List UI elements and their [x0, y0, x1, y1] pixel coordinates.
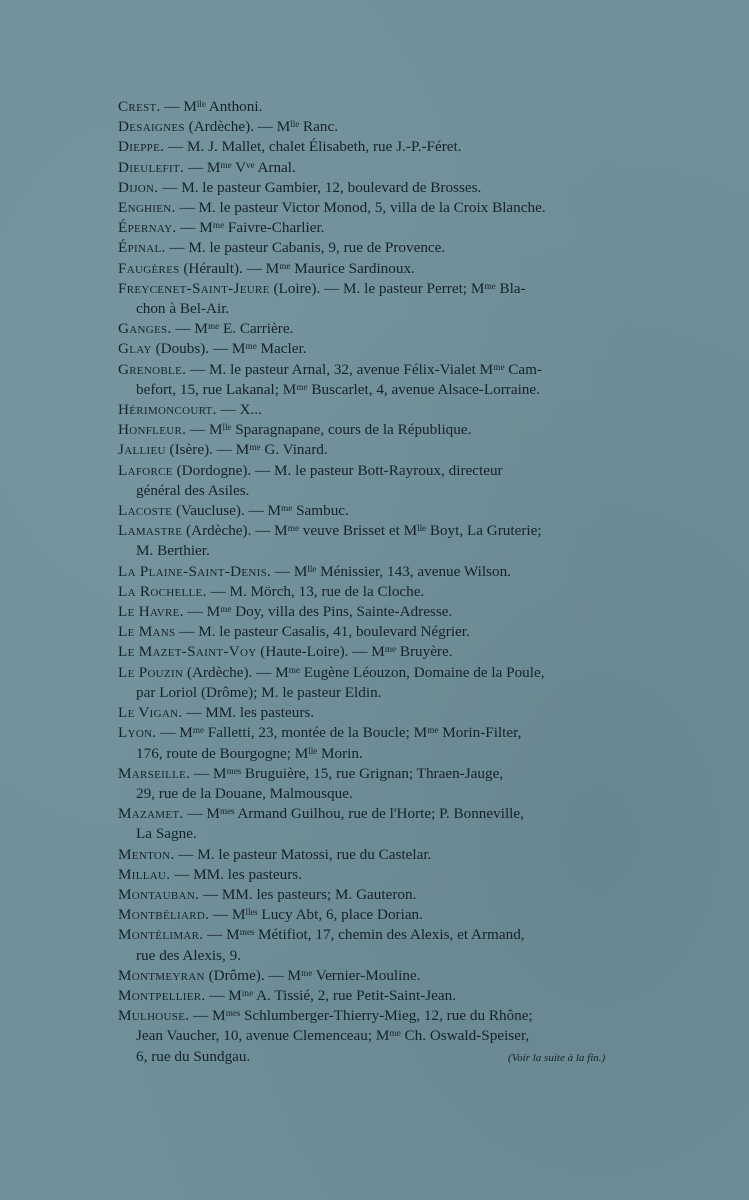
- place-name: Le Havre.: [118, 603, 184, 621]
- entry-text: (Drôme). — Mᵐᵉ Vernier-Mouline.: [208, 966, 421, 984]
- list-item: [118, 622, 680, 642]
- entry-text: — M. le pasteur Victor Monod, 5, villa de la Croix Blanche.: [179, 199, 546, 217]
- entry-text: — M. le pasteur Casalis, 41, boulevard Négrier.: [179, 623, 470, 641]
- entry-text: — Mᵐᵉˢ Schlumberger-Thierry-Mieg, 12, rue du Rhône;: [193, 1007, 533, 1025]
- place-name: Mulhouse.: [118, 1007, 190, 1025]
- entry-continuation: par Loriol (Drôme); M. le pasteur Eldin.: [136, 683, 382, 701]
- place-name: Desaignes: [118, 118, 185, 136]
- place-name: Menton.: [118, 845, 175, 863]
- list-item: [118, 723, 680, 763]
- entry-text: (Ardèche). — Mᵐᵉ veuve Brisset et Mˡˡᵉ Boyt, La Gruterie;: [186, 522, 542, 540]
- entry-continuation: befort, 15, rue Lakanal; Mᵐᵉ Buscarlet, 4, avenue Alsace-Lorraine.: [136, 380, 540, 398]
- list-item: [118, 764, 680, 804]
- entry-text: — M. le pasteur Matossi, rue du Castelar.: [178, 845, 432, 863]
- place-name: Montélimar.: [118, 926, 204, 944]
- entry-text: — Mᵐᵉ E. Carrière.: [175, 320, 294, 338]
- entry-text: — M. le pasteur Arnal, 32, avenue Félix-Vialet Mᵐᵉ Cam-: [189, 360, 543, 378]
- list-item: [118, 804, 680, 844]
- place-name: Jallieu: [118, 441, 166, 459]
- entry-continuation: 29, rue de la Douane, Malmousque.: [136, 784, 353, 802]
- entry-text: (Hérault). — Mᵐᵉ Maurice Sardinoux.: [183, 259, 415, 277]
- entry-text: — Mˡˡᵉˢ Lucy Abt, 6, place Dorian.: [212, 906, 423, 924]
- list-item: [118, 501, 680, 521]
- entry-text: — Mᵐᵉ Faivre-Charlier.: [180, 219, 325, 237]
- entry-text: — MM. les pasteurs.: [186, 704, 315, 722]
- place-name: Montpellier.: [118, 986, 206, 1004]
- place-name: Grenoble.: [118, 360, 187, 378]
- address-list: [118, 97, 680, 1067]
- place-name: Enghien.: [118, 199, 176, 217]
- list-item: [118, 925, 680, 965]
- entry-continuation: Jean Vaucher, 10, avenue Clemenceau; Mᵐᵉ Ch. Oswald-Speiser,: [136, 1027, 530, 1045]
- place-name: Freycenet-Saint-Jeure: [118, 279, 270, 297]
- entry-text: (Ardèche). — Mᵐᵉ Eugène Léouzon, Domaine de la Poule,: [186, 663, 545, 681]
- place-name: Dieulefit.: [118, 158, 185, 176]
- list-item: [118, 117, 680, 137]
- entry-continuation: chon à Bel-Air.: [136, 300, 230, 318]
- entry-text: (Ardèche). — Mˡˡᵉ Ranc.: [188, 118, 339, 136]
- list-item: [118, 279, 680, 319]
- entry-text: (Loire). — M. le pasteur Perret; Mᵐᵉ Bla-: [273, 279, 526, 297]
- entry-text: (Haute-Loire). — Mᵐᵉ Bruyère.: [260, 643, 453, 661]
- entry-text: — Mᵐᵉ Vᵛᵉ Arnal.: [187, 158, 296, 176]
- list-item: [118, 521, 680, 561]
- place-name: Lacoste: [118, 502, 173, 520]
- entry-text: — Mᵐᵉˢ Bruguière, 15, rue Grignan; Thraen-Jauge,: [194, 764, 504, 782]
- list-item: [118, 602, 680, 622]
- entry-text: — Mˡˡᵉ Ménissier, 143, avenue Wilson.: [274, 562, 511, 580]
- place-name: Mazamet.: [118, 805, 184, 823]
- entry-text: — MM. les pasteurs; M. Gauteron.: [202, 885, 417, 903]
- entry-continuation: 6, rue du Sundgau.: [136, 1047, 251, 1065]
- list-item: [118, 137, 680, 157]
- list-item: [118, 440, 680, 460]
- list-item: [118, 966, 680, 986]
- place-name: Faugères: [118, 259, 180, 277]
- entry-text: — Mᵐᵉˢ Métifiot, 17, chemin des Alexis, et Armand,: [207, 926, 525, 944]
- entry-text: — MM. les pasteurs.: [174, 865, 303, 883]
- place-name: Millau.: [118, 865, 171, 883]
- entry-continuation: rue des Alexis, 9.: [136, 946, 242, 964]
- list-item: [118, 360, 680, 400]
- entry-text: (Dordogne). — M. le pasteur Bott-Rayroux, directeur: [176, 461, 503, 479]
- entry-text: (Doubs). — Mᵐᵉ Macler.: [155, 340, 307, 358]
- list-item: [118, 259, 680, 279]
- entry-continuation: général des Asiles.: [136, 481, 250, 499]
- list-item: [118, 663, 680, 703]
- entry-text: — Mᵐᵉ Doy, villa des Pins, Sainte-Adresse.: [187, 603, 453, 621]
- list-item: [118, 178, 680, 198]
- list-item: [118, 986, 680, 1006]
- entry-text: — X...: [220, 401, 262, 419]
- place-name: Crest.: [118, 98, 161, 115]
- continuation-note: (Voir la suite à la fin.): [508, 1052, 606, 1064]
- list-item: [118, 703, 680, 723]
- list-item: [118, 158, 680, 178]
- list-item: [118, 339, 680, 359]
- list-item: [118, 845, 680, 865]
- list-item: [118, 582, 680, 602]
- entry-text: (Isère). — Mᵐᵉ G. Vinard.: [169, 441, 328, 459]
- place-name: Lyon.: [118, 724, 157, 742]
- entry-text: — Mᵐᵉ A. Tissié, 2, rue Petit-Saint-Jean.: [209, 986, 457, 1004]
- entry-text: — Mᵐᵉˢ Armand Guilhou, rue de l'Horte; P. Bonneville,: [187, 805, 524, 823]
- place-name: Épernay.: [118, 219, 177, 237]
- entry-continuation: La Sagne.: [136, 825, 197, 843]
- list-item: [118, 562, 680, 582]
- entry-text: — M. le pasteur Gambier, 12, boulevard de Brosses.: [162, 178, 482, 196]
- place-name: Le Pouzin: [118, 663, 184, 681]
- place-name: Hérimoncourt.: [118, 401, 217, 419]
- entry-text: — M. Mörch, 13, rue de la Cloche.: [210, 582, 425, 600]
- entry-text: — M. le pasteur Cabanis, 9, rue de Provence.: [169, 239, 446, 257]
- place-name: Honfleur.: [118, 421, 187, 439]
- place-name: Glay: [118, 340, 152, 358]
- place-name: Marseille.: [118, 764, 191, 782]
- place-name: La Plaine-Saint-Denis.: [118, 562, 272, 580]
- place-name: Le Mazet-Saint-Voy: [118, 643, 257, 661]
- list-item: [118, 420, 680, 440]
- entry-text: (Vaucluse). — Mᵐᵉ Sambuc.: [175, 502, 349, 520]
- list-item: [118, 97, 680, 117]
- place-name: Montbéliard.: [118, 906, 210, 924]
- list-item: [118, 198, 680, 218]
- place-name: Laforce: [118, 461, 173, 479]
- list-item: [118, 865, 680, 885]
- list-item: [118, 319, 680, 339]
- list-item: [118, 400, 680, 420]
- place-name: La Rochelle.: [118, 582, 207, 600]
- place-name: Ganges.: [118, 320, 172, 338]
- list-item: [118, 642, 680, 662]
- entry-text: — Mᵐᵉ Falletti, 23, montée de la Boucle; Mᵐᵉ Morin-Filter,: [160, 724, 522, 742]
- place-name: Montmeyran: [118, 966, 205, 984]
- list-item: [118, 905, 680, 925]
- place-name: Montauban.: [118, 885, 200, 903]
- list-item: [118, 461, 680, 501]
- place-name: Lamastre: [118, 522, 183, 540]
- list-item: [118, 885, 680, 905]
- place-name: Dieppe.: [118, 138, 165, 156]
- place-name: Épinal.: [118, 239, 166, 257]
- entry-continuation: 176, route de Bourgogne; Mˡˡᵉ Morin.: [136, 744, 363, 762]
- entry-text: — M. J. Mallet, chalet Élisabeth, rue J.-P.-Féret.: [168, 138, 462, 156]
- entry-continuation: M. Berthier.: [136, 542, 210, 560]
- place-name: Le Vigan.: [118, 704, 183, 722]
- entry-text: — Mˡˡᵉ Anthoni.: [164, 98, 263, 115]
- place-name: Dijon.: [118, 178, 159, 196]
- list-item: [118, 238, 680, 258]
- list-item: [118, 218, 680, 238]
- entry-text: — Mˡˡᵉ Sparagnapane, cours de la République.: [190, 421, 472, 439]
- place-name: Le Mans: [118, 623, 176, 641]
